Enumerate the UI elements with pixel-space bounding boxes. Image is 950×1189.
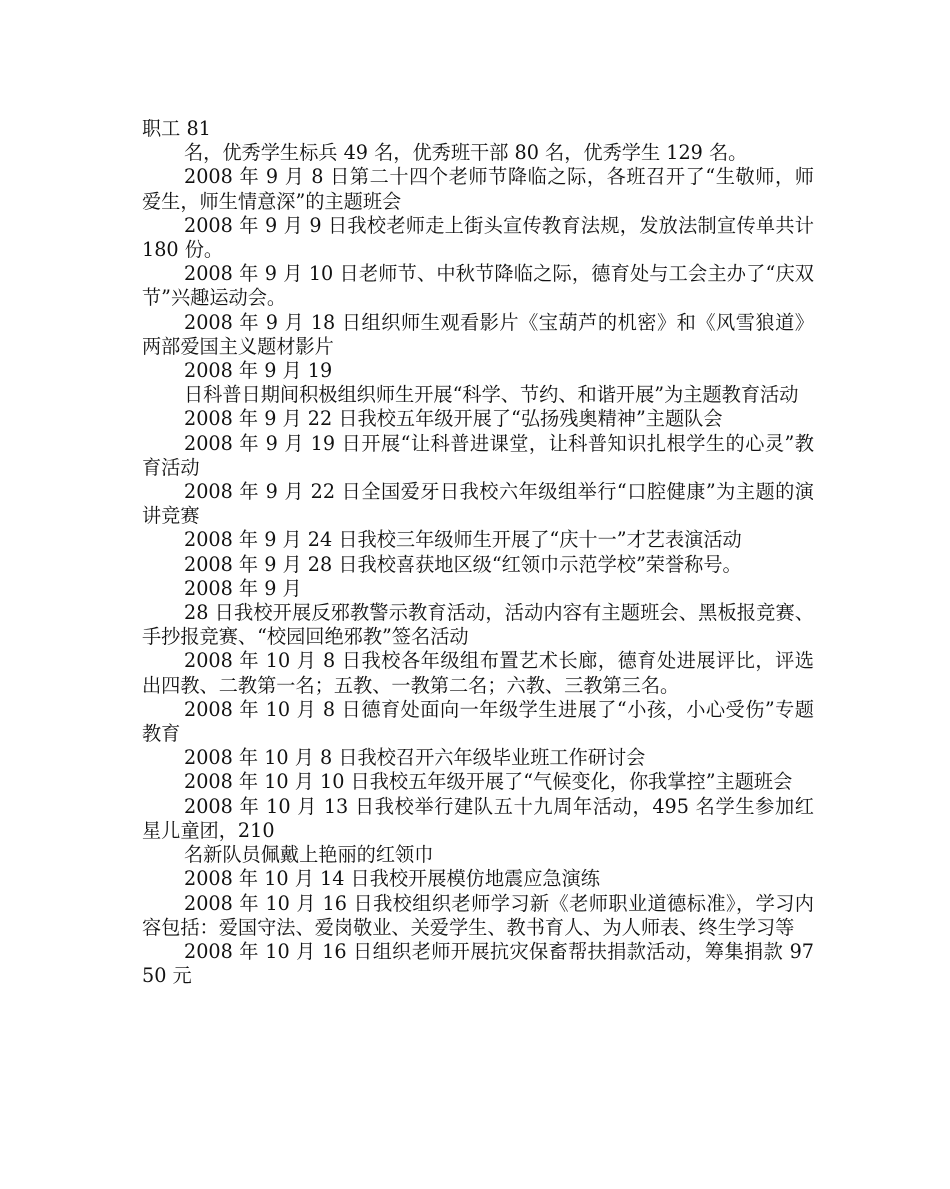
paragraph-science-day: 日科普日期间积极组织师生开展“科学、节约、和谐开展”为主题教育活动	[184, 383, 799, 407]
paragraph-paralympic-spirit: 2008 年 9 月 22 日我校五年级开展了“弘扬残奥精神”主题队会	[184, 407, 723, 431]
paragraph-earthquake-drill: 2008 年 10 月 14 日我校开展模仿地震应急演练	[184, 867, 600, 891]
paragraph-team-anniversary: 2008 年 10 月 13 日我校举行建队五十九周年活动，495 名学生参加红星儿童团，210	[142, 794, 814, 842]
paragraph-oral-health-speech: 2008 年 9 月 22 日全国爱牙日我校六年级组举行“口腔健康”为主题的演讲竞赛	[142, 480, 814, 528]
paragraph-new-members: 名新队员佩戴上艳丽的红领巾	[184, 843, 434, 867]
paragraph-national-day-talent: 2008 年 9 月 24 日我校三年级师生开展了“庆十一”才艺表演活动	[184, 528, 742, 552]
paragraph-safety-education: 2008 年 10 月 8 日德育处面向一年级学生进展了“小孩，小心受伤”专题教育	[142, 697, 814, 746]
paragraph-science-in-class: 2008 年 9 月 19 日开展“让科普进课堂，让科普知识扎根学生的心灵”教育活动	[142, 431, 814, 479]
paragraph-anti-cult-education: 28 日我校开展反邪教警示教育活动，活动内容有主题班会、黑板报竞赛、手抄报竞赛、“校园回绝邪教”签名活动	[142, 601, 814, 649]
paragraph-patriotic-films: 2008 年 9 月 18 日组织师生观看影片《宝葫芦的机密》和《风雪狼道》两部爱国主义题材影片	[142, 310, 814, 358]
paragraph-date-sep-19: 2008 年 9 月 19	[184, 359, 333, 383]
paragraph-climate-class-meeting: 2008 年 10 月 10 日我校五年级开展了“气候变化，你我掌控”主题班会	[184, 770, 793, 794]
paragraph-red-scarf-honor: 2008 年 9 月 28 日我校喜获地区级“红领巾示范学校”荣誉称号。	[184, 552, 742, 576]
document-page	[142, 117, 814, 988]
paragraph-graduating-class-seminar: 2008 年 10 月 8 日我校召开六年级毕业班工作研讨会	[184, 746, 646, 770]
paragraph-ethics-study: 2008 年 10 月 16 日我校组织老师学习新《老师职业道德标准》，学习内容包括：爱国守法、爱岗敬业、关爱学生、教书育人、为人师表、终生学习等	[142, 891, 814, 939]
paragraph-law-promotion: 2008 年 9 月 9 日我校老师走上街头宣传教育法规，发放法制宣传单共计 180 份。	[142, 213, 814, 262]
paragraph-date-sep: 2008 年 9 月	[184, 576, 302, 600]
paragraph-art-corridor: 2008 年 10 月 8 日我校各年级组布置艺术长廊，德育处进展评比，评选出四教、二教第一名；五教、一教第二名；六教、三教第三名。	[142, 649, 814, 697]
paragraph-donation: 2008 年 10 月 16 日组织老师开展抗灾保畜帮扶捐款活动，筹集捐款 9750 元	[142, 939, 814, 988]
paragraph-staff-count: 职工 81	[142, 117, 211, 140]
paragraph-double-festival-games: 2008 年 9 月 10 日老师节、中秋节降临之际，德育处与工会主办了“庆双节”兴趣运动会。	[142, 262, 814, 310]
paragraph-teachers-day-class-meeting: 2008 年 9 月 8 日第二十四个老师节降临之际，各班召开了“生敬师，师爱生，师生情意深”的主题班会	[142, 165, 814, 213]
paragraph-student-awards: 名，优秀学生标兵 49 名，优秀班干部 80 名，优秀学生 129 名。	[184, 141, 748, 165]
